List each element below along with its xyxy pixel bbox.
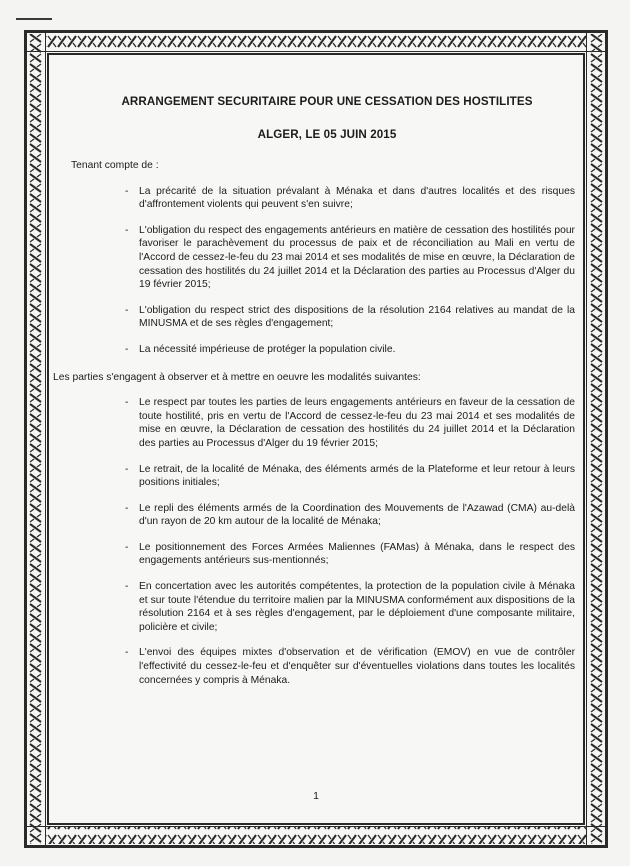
bullet-dash: - xyxy=(125,304,129,316)
document-body xyxy=(47,53,585,825)
decorative-border-frame xyxy=(24,30,608,848)
bullet-dash: - xyxy=(125,581,129,593)
list-item: - Le respect par toutes les parties de leurs engagements antérieurs en faveur de la cessation de toute hostilité, pris en vertu de l'Accord de cessez-le-feu du 23 mai 2014 et ses modalités de mise en œuvre, la Déclaration de cessation des hostilités du 24 juillet 2014 et la Déclaration des parties au Processus d'Alger du 19 février 2015; xyxy=(125,397,575,449)
list-item: - L'obligation du respect des engagements antérieurs en matière de cessation des hostilités pour favoriser le parachèvement du processus de paix et de réconciliation au Mali en vertu de l'Accord de cessez-le-feu du 23 mai 2014 et ses modalités de mise en œuvre, la Déclaration de cessation des hostilités du 24 juillet 2014 et la Déclaration des parties au Processus d'Alger du 19 février 2015; xyxy=(125,224,575,291)
page-number: 1 xyxy=(313,790,319,802)
list-item: - Le repli des éléments armés de la Coordination des Mouvements de l'Azawad (CMA) au-delà d'un rayon de 20 km autour de la localité de Ménaka; xyxy=(125,502,575,528)
commitment-intro: Les parties s'engagent à observer et à mettre en oeuvre les modalités suivantes: xyxy=(53,371,421,383)
document-content xyxy=(53,95,575,687)
bullet-dash: - xyxy=(125,463,129,475)
list-item: - L'envoi des équipes mixtes d'observation et de vérification (EMOV) en vue de contrôler l'effectivité du cessez-le-feu et d'enquêter sur d'éventuelles violations dans toutes les localités concernées y compris à Ménaka. xyxy=(125,647,575,686)
bullet-dash: - xyxy=(125,502,129,514)
list-item: - En concertation avec les autorités compétentes, la protection de la population civile à Ménaka et sur toute l'étendue du territoire malien par la MINUSMA conformément aux dispositions de la résolution 2164 et à ses règles d'engagement, par le déploiement d'une composante militaire, policière et civile; xyxy=(125,581,575,633)
list-item: - La précarité de la situation prévalant à Ménaka et dans d'autres localités et des risques d'affrontement violents qui peuvent s'en suivre; xyxy=(125,185,575,211)
considerations-list xyxy=(79,185,575,357)
intro-text: Tenant compte de : xyxy=(71,160,159,171)
bullet-dash: - xyxy=(125,343,129,355)
bullet-dash: - xyxy=(125,397,129,409)
bullet-dash: - xyxy=(125,647,129,659)
list-item: - Le positionnement des Forces Armées Maliennes (FAMas) à Ménaka, dans le respect des engagements antérieurs sus-mentionnés; xyxy=(125,541,575,567)
modalities-list xyxy=(79,396,575,687)
list-item: - Le retrait, de la localité de Ménaka, des éléments armés de la Plateforme et leur retour à leurs positions initiales; xyxy=(125,463,575,489)
bullet-dash: - xyxy=(125,185,129,197)
list-item: - L'obligation du respect strict des dispositions de la résolution 2164 relatives au mandat de la MINUSMA et de ses règles d'engagement; xyxy=(125,304,575,330)
list-item: - La nécessité impérieuse de protéger la population civile. xyxy=(125,343,396,355)
bullet-dash: - xyxy=(125,224,129,236)
document-title: ARRANGEMENT SECURITAIRE POUR UNE CESSATION DES HOSTILITES xyxy=(121,95,533,108)
scan-mark xyxy=(16,18,52,20)
place-date: ALGER, LE 05 JUIN 2015 xyxy=(257,128,397,141)
bullet-dash: - xyxy=(125,541,129,553)
